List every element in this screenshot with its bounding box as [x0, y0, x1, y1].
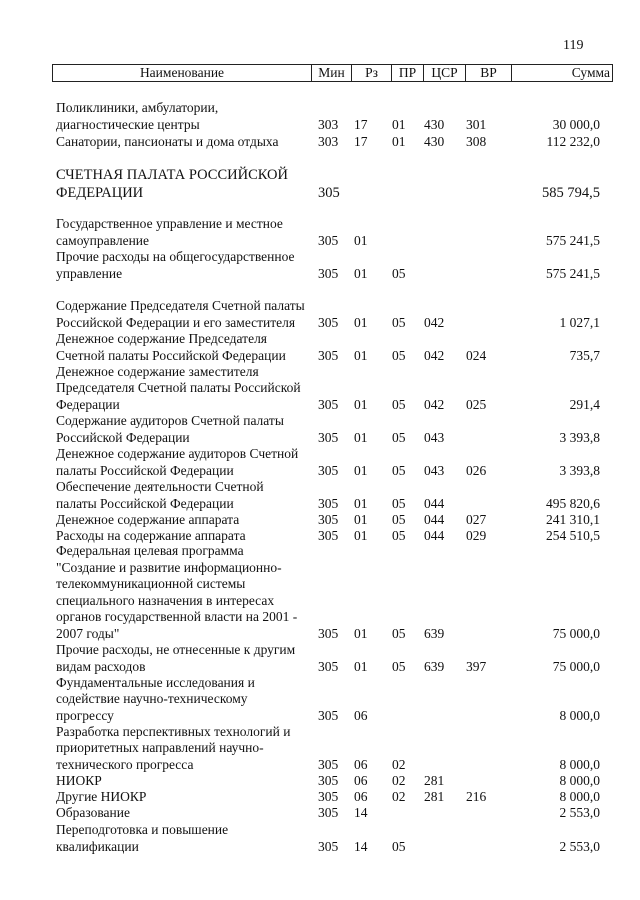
column-header-rz: Рз — [351, 65, 391, 81]
row-name: Разработка перспективных технологий и приоритетных направлений научно-технического прогресса — [56, 723, 291, 772]
column-header-csr: ЦСР — [423, 65, 465, 81]
table-row — [0, 528, 640, 544]
row-pr: 02 — [392, 756, 406, 772]
row-name: Федеральная целевая программа "Создание и развитие информационно-телекоммуникационной системы специального назначения в интересах органов государственной власти на 2001 - 2007 годы" — [56, 543, 298, 641]
row-sum: 2 553,0 — [559, 838, 600, 854]
table-row-organization — [0, 166, 640, 202]
table-row — [0, 642, 640, 675]
row-rz: 14 — [354, 804, 368, 820]
row-name: Фундаментальные исследования и содействие научно-техническому прогрессу — [56, 674, 255, 723]
table-row — [0, 446, 640, 479]
row-sum: 241 310,1 — [546, 511, 600, 527]
table-row — [0, 133, 640, 150]
row-rz: 01 — [354, 658, 368, 674]
row-vr: 027 — [466, 511, 487, 527]
row-rz: 06 — [354, 756, 368, 772]
row-rz: 01 — [354, 462, 368, 478]
row-name: НИОКР — [56, 772, 102, 788]
table-row — [0, 805, 640, 821]
row-min: 305 — [318, 232, 339, 248]
row-min: 305 — [318, 185, 340, 201]
row-rz: 01 — [354, 314, 368, 330]
row-rz: 06 — [354, 772, 368, 788]
row-sum: 8 000,0 — [559, 707, 600, 723]
row-rz: 17 — [354, 116, 368, 132]
row-pr: 05 — [392, 495, 406, 511]
row-csr: 042 — [424, 347, 445, 363]
row-sum: 575 241,5 — [546, 232, 600, 248]
row-csr: 430 — [424, 116, 445, 132]
row-name: Образование — [56, 804, 130, 820]
row-pr: 05 — [392, 314, 406, 330]
row-sum: 254 510,5 — [546, 527, 600, 543]
row-sum: 575 241,5 — [546, 265, 600, 281]
column-header-vr: ВР — [465, 65, 511, 81]
row-min: 305 — [318, 265, 339, 281]
table-row — [0, 724, 640, 773]
row-pr: 05 — [392, 429, 406, 445]
table-row — [0, 249, 640, 282]
row-csr: 042 — [424, 396, 445, 412]
row-vr: 216 — [466, 788, 487, 804]
row-pr: 05 — [392, 347, 406, 363]
row-rz: 01 — [354, 511, 368, 527]
row-min: 305 — [318, 495, 339, 511]
row-sum: 3 393,8 — [559, 462, 600, 478]
row-csr: 044 — [424, 527, 445, 543]
row-vr: 397 — [466, 658, 487, 674]
row-sum: 8 000,0 — [559, 756, 600, 772]
row-min: 305 — [318, 707, 339, 723]
table-row — [0, 100, 640, 133]
row-min: 305 — [318, 462, 339, 478]
row-rz: 01 — [354, 495, 368, 511]
row-vr: 025 — [466, 396, 487, 412]
row-rz: 01 — [354, 347, 368, 363]
row-name: Денежное содержание аудиторов Счетной палаты Российской Федерации — [56, 446, 299, 478]
row-sum: 3 393,8 — [559, 429, 600, 445]
row-pr: 02 — [392, 788, 406, 804]
row-sum: 8 000,0 — [559, 772, 600, 788]
row-min: 305 — [318, 756, 339, 772]
row-sum: 30 000,0 — [552, 116, 600, 132]
row-vr: 024 — [466, 347, 487, 363]
table-row — [0, 773, 640, 789]
row-csr: 281 — [424, 788, 445, 804]
row-pr: 05 — [392, 511, 406, 527]
row-name: Государственное управление и местное самоуправление — [56, 216, 283, 248]
row-csr: 043 — [424, 429, 445, 445]
row-rz: 14 — [354, 838, 368, 854]
table-row — [0, 364, 640, 413]
table-row — [0, 675, 640, 724]
row-csr: 043 — [424, 462, 445, 478]
row-vr: 308 — [466, 133, 487, 149]
row-min: 305 — [318, 625, 339, 641]
row-min: 305 — [318, 788, 339, 804]
row-rz: 17 — [354, 133, 368, 149]
row-rz: 06 — [354, 788, 368, 804]
row-vr: 026 — [466, 462, 487, 478]
row-name: Денежное содержание Председателя Счетной палаты Российской Федерации — [56, 331, 286, 363]
row-vr: 301 — [466, 116, 487, 132]
table-header — [52, 64, 613, 82]
row-name: Денежное содержание аппарата — [56, 511, 240, 527]
row-rz: 01 — [354, 396, 368, 412]
row-name: Денежное содержание заместителя Председателя Счетной палаты Российской Федерации — [56, 363, 301, 412]
table-row — [0, 331, 640, 364]
row-sum: 585 794,5 — [542, 185, 600, 201]
table-row — [0, 544, 640, 642]
row-sum: 2 553,0 — [559, 804, 600, 820]
row-min: 305 — [318, 347, 339, 363]
column-header-sum: Сумма — [511, 65, 614, 81]
table-row — [0, 282, 640, 331]
row-min: 305 — [318, 511, 339, 527]
row-rz: 01 — [354, 265, 368, 281]
row-pr: 05 — [392, 838, 406, 854]
row-min: 303 — [318, 116, 339, 132]
row-rz: 06 — [354, 707, 368, 723]
row-rz: 01 — [354, 625, 368, 641]
row-csr: 639 — [424, 625, 445, 641]
row-pr: 02 — [392, 772, 406, 788]
row-rz: 01 — [354, 429, 368, 445]
row-name: Другие НИОКР — [56, 788, 147, 804]
row-min: 305 — [318, 396, 339, 412]
row-csr: 042 — [424, 314, 445, 330]
row-rz: 01 — [354, 527, 368, 543]
row-name: Санатории, пансионаты и дома отдыха — [56, 133, 279, 149]
row-name: Поликлиники, амбулатории, диагностические центры — [56, 100, 219, 132]
row-min: 303 — [318, 133, 339, 149]
row-min: 305 — [318, 838, 339, 854]
row-rz: 01 — [354, 232, 368, 248]
table-row — [0, 479, 640, 512]
row-sum: 112 232,0 — [546, 133, 600, 149]
row-pr: 05 — [392, 265, 406, 281]
row-vr: 029 — [466, 527, 487, 543]
row-csr: 044 — [424, 511, 445, 527]
row-name: Обеспечение деятельности Счетной палаты Российской Федерации — [56, 479, 264, 511]
row-name: Расходы на содержание аппарата — [56, 527, 246, 543]
row-min: 305 — [318, 429, 339, 445]
table-row — [0, 822, 640, 855]
row-min: 305 — [318, 527, 339, 543]
row-name: Содержание аудиторов Счетной палаты Российской Федерации — [56, 413, 284, 445]
row-sum: 1 027,1 — [559, 314, 600, 330]
row-sum: 495 820,6 — [546, 495, 600, 511]
table-row — [0, 216, 640, 249]
table-row — [0, 512, 640, 528]
page-number: 119 — [563, 38, 584, 53]
row-sum: 75 000,0 — [552, 625, 600, 641]
row-min: 305 — [318, 772, 339, 788]
table-row — [0, 789, 640, 805]
row-csr: 430 — [424, 133, 445, 149]
row-pr: 01 — [392, 116, 406, 132]
row-min: 305 — [318, 314, 339, 330]
row-name: Переподготовка и повышение квалификации — [56, 822, 229, 854]
row-csr: 281 — [424, 772, 445, 788]
column-header-pr: ПР — [391, 65, 423, 81]
row-name: Прочие расходы на общегосударственное управление — [56, 249, 295, 281]
row-csr: 639 — [424, 658, 445, 674]
row-name: Содержание Председателя Счетной палаты Российской Федерации и его заместителя — [56, 298, 305, 330]
row-sum: 8 000,0 — [559, 788, 600, 804]
row-sum: 291,4 — [569, 396, 600, 412]
column-header-min: Мин — [311, 65, 351, 81]
row-name: СЧЕТНАЯ ПАЛАТА РОССИЙСКОЙ ФЕДЕРАЦИИ — [56, 167, 288, 201]
row-csr: 044 — [424, 495, 445, 511]
row-pr: 05 — [392, 462, 406, 478]
row-pr: 05 — [392, 625, 406, 641]
row-name: Прочие расходы, не отнесенные к другим видам расходов — [56, 642, 296, 674]
table-row — [0, 413, 640, 446]
row-sum: 735,7 — [569, 347, 600, 363]
row-min: 305 — [318, 804, 339, 820]
row-pr: 01 — [392, 133, 406, 149]
row-sum: 75 000,0 — [552, 658, 600, 674]
column-header-name: Наименование — [139, 65, 225, 80]
row-pr: 05 — [392, 527, 406, 543]
row-pr: 05 — [392, 658, 406, 674]
row-pr: 05 — [392, 396, 406, 412]
row-min: 305 — [318, 658, 339, 674]
